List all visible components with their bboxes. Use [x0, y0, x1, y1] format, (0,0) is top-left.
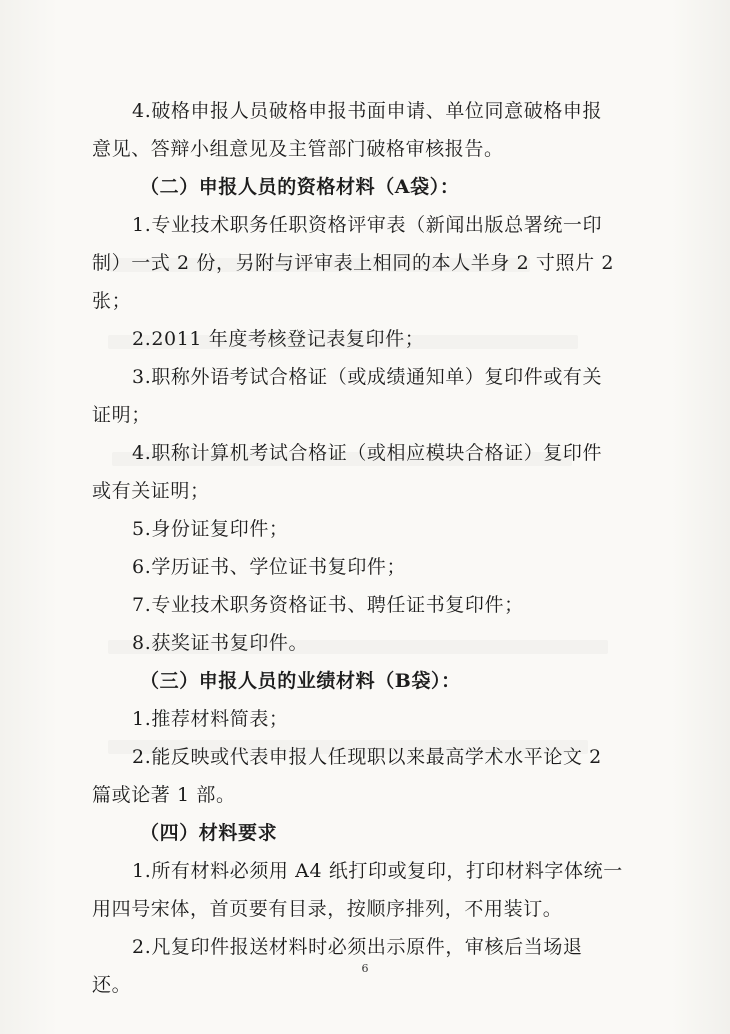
paragraph-line: 或有关证明；: [92, 480, 210, 502]
paragraph-line: 1.推荐材料简表；: [132, 708, 289, 730]
document-body: [92, 92, 632, 1004]
paragraph-line: 3.职称外语考试合格证（或成绩通知单）复印件或有关: [132, 366, 603, 388]
paragraph-line: 制）一式 2 份，另附与评审表上相同的本人半身 2 寸照片 2: [92, 252, 615, 274]
paragraph-line: 5.身份证复印件；: [132, 518, 289, 540]
paragraph-line: 4.职称计算机考试合格证（或相应模块合格证）复印件: [132, 442, 603, 464]
paragraph-line: 篇或论著 1 部。: [92, 784, 236, 806]
section-heading: （三）申报人员的业绩材料（B袋）：: [140, 670, 461, 692]
paragraph-line: 2.凡复印件报送材料时必须出示原件，审核后当场退: [132, 936, 583, 958]
section-heading: （二）申报人员的资格材料（A袋）：: [140, 176, 460, 198]
paragraph-line: 还。: [92, 974, 132, 996]
paragraph-line: 1.所有材料必须用 A4 纸打印或复印，打印材料字体统一: [132, 860, 623, 882]
paragraph-line: 张；: [92, 290, 132, 312]
paragraph-line: 7.专业技术职务资格证书、聘任证书复印件；: [132, 594, 524, 616]
paragraph-line: 用四号宋体，首页要有目录，按顺序排列，不用装订。: [92, 898, 563, 920]
paragraph-line: 2.2011 年度考核登记表复印件；: [132, 328, 425, 350]
paragraph-line: 2.能反映或代表申报人任现职以来最高学术水平论文 2: [132, 746, 602, 768]
paragraph-line: 1.专业技术职务任职资格评审表（新闻出版总署统一印: [132, 214, 603, 236]
paragraph-line: 意见、答辩小组意见及主管部门破格审核报告。: [92, 138, 504, 160]
paragraph-line: 证明；: [92, 404, 151, 426]
paragraph-line: 8.获奖证书复印件。: [132, 632, 309, 654]
page-number: 6: [361, 962, 369, 975]
section-heading: （四）材料要求: [140, 822, 278, 844]
paragraph-line: 6.学历证书、学位证书复印件；: [132, 556, 407, 578]
paragraph-line: 4.破格申报人员破格申报书面申请、单位同意破格申报: [132, 100, 603, 122]
